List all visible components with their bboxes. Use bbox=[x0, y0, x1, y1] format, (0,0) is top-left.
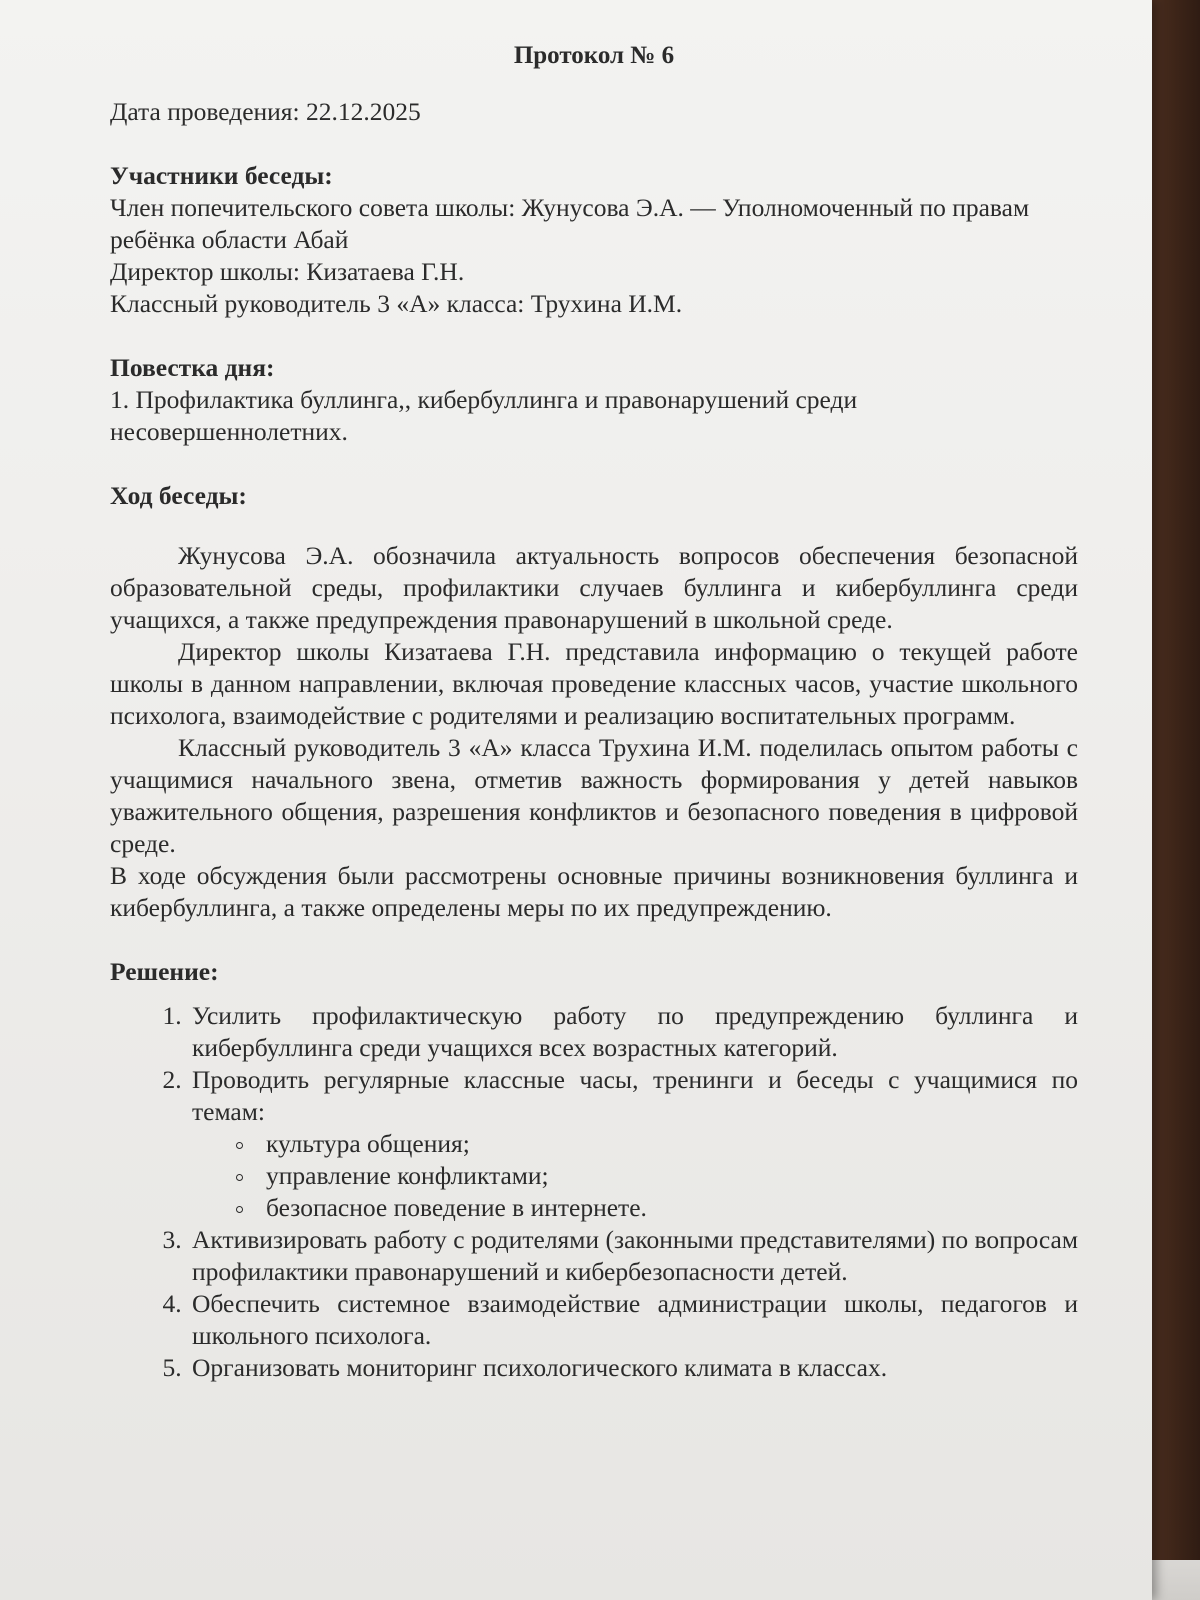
decision-item bbox=[188, 1224, 1078, 1288]
decision-heading: Решение: bbox=[110, 957, 219, 986]
proceedings-heading: Ход беседы: bbox=[110, 481, 247, 510]
decision-item-text: Обеспечить системное взаимодействие администрации школы, педагогов и школьного психолога. bbox=[192, 1289, 1078, 1350]
participant-line: Классный руководитель 3 «А» класса: Трухина И.М. bbox=[110, 289, 683, 318]
proceedings-paragraph: Классный руководитель 3 «А» класса Трухина И.М. поделилась опытом работы с учащимися начального звена, отметив важность формирования у детей навыков уважительного общения, разрешения конфликтов и безопасного поведения в цифровой среде. bbox=[110, 733, 1078, 858]
topic-item: управление конфликтами; bbox=[234, 1160, 1078, 1192]
participant-line: Директор школы: Кизатаева Г.Н. bbox=[110, 257, 465, 286]
document-title: Протокол № 6 bbox=[513, 42, 675, 69]
proceedings-paragraph: Жунусова Э.А. обозначила актуальность вопросов обеспечения безопасной образовательной среды, профилактики случаев буллинга и кибербуллинга среди учащихся, а также предупреждения правонарушений в школьной среде. bbox=[110, 541, 1078, 634]
decision-list bbox=[110, 1000, 1078, 1384]
decision-item bbox=[188, 1000, 1078, 1064]
decision-item bbox=[188, 1064, 1078, 1224]
topic-item: культура общения; bbox=[234, 1128, 1078, 1160]
participants-heading: Участники беседы: bbox=[110, 161, 333, 190]
topic-item: безопасное поведение в интернете. bbox=[234, 1192, 1078, 1224]
decision-item bbox=[188, 1288, 1078, 1352]
decision-item-text: Активизировать работу с родителями (законными представителями) по вопросам профилактики правонарушений и кибербезопасности детей. bbox=[192, 1225, 1078, 1286]
agenda-item: 1. Профилактика буллинга,, кибербуллинга и правонарушений среди несовершеннолетних. bbox=[110, 385, 858, 446]
meeting-date: Дата проведения: 22.12.2025 bbox=[110, 97, 421, 126]
decision-item bbox=[188, 1352, 1078, 1384]
decision-item-text: Проводить регулярные классные часы, тренинги и беседы с учащимися по темам: bbox=[192, 1065, 1078, 1126]
participant-line: Член попечительского совета школы: Жунусова Э.А. — Уполномоченный по правам ребёнка области Абай bbox=[110, 193, 1030, 254]
document-body bbox=[110, 40, 1078, 1384]
proceedings-paragraph: Директор школы Кизатаева Г.Н. представила информацию о текущей работе школы в данном направлении, включая проведение классных часов, участие школьного психолога, взаимодействие с родителями и реализацию воспитательных программ. bbox=[110, 637, 1078, 730]
decision-item-text: Усилить профилактическую работу по предупреждению буллинга и кибербуллинга среди учащихся всех возрастных категорий. bbox=[192, 1001, 1078, 1062]
topic-list bbox=[192, 1128, 1078, 1224]
decision-item-text: Организовать мониторинг психологического климата в классах. bbox=[192, 1353, 888, 1382]
proceedings-paragraph: В ходе обсуждения были рассмотрены основные причины возникновения буллинга и кибербуллинга, а также определены меры по их предупреждению. bbox=[110, 861, 1078, 922]
agenda-heading: Повестка дня: bbox=[110, 353, 275, 382]
